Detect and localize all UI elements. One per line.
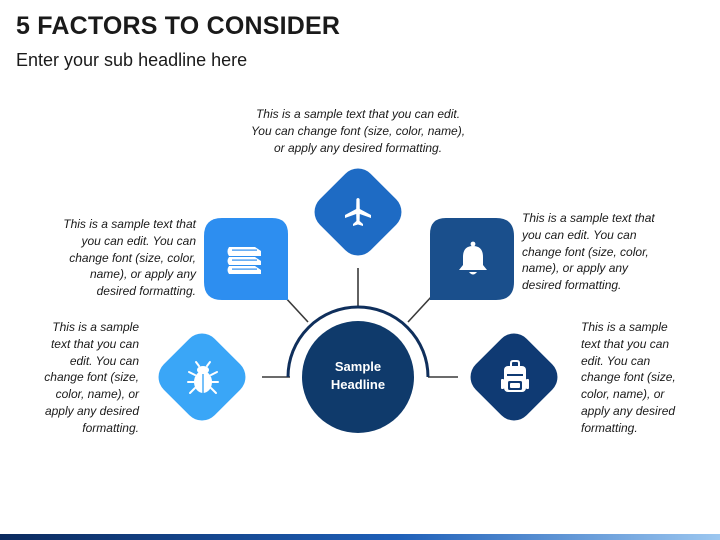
factor-top-text: This is a sample text that you can edit. You can change font (size, color, name), or apply any desired formatting. <box>250 107 466 155</box>
factor-lower-left-text: This is a sample text that you can edit. You can change font (size, color, name), or apply any desired formatting. <box>44 320 139 435</box>
page-title: 5 FACTORS TO CONSIDER <box>16 12 341 40</box>
factor-upper-left-text: This is a sample text that you can edit. You can change font (size, color, name), or apply any desired formatting. <box>63 217 196 299</box>
page-subtitle: Enter your sub headline here <box>16 50 248 70</box>
center-line1: Sample <box>334 359 382 374</box>
factor-lower-left <box>151 326 253 428</box>
footer-bar <box>0 534 720 540</box>
center-line2: Headline <box>330 377 386 392</box>
factor-upper-left <box>204 218 288 300</box>
books-icon <box>228 247 262 274</box>
factor-upper-right-text: This is a sample text that you can edit. You can change font (size, color, name), or apply any desired formatting. <box>522 211 655 293</box>
factor-lower-right-text: This is a sample text that you can edit. You can change font (size, color, name), or apply any desired formatting. <box>581 320 676 435</box>
connector-upper-right <box>408 296 432 322</box>
factor-upper-right <box>430 218 514 300</box>
factor-lower-right <box>463 326 565 428</box>
factor-top <box>307 161 409 263</box>
